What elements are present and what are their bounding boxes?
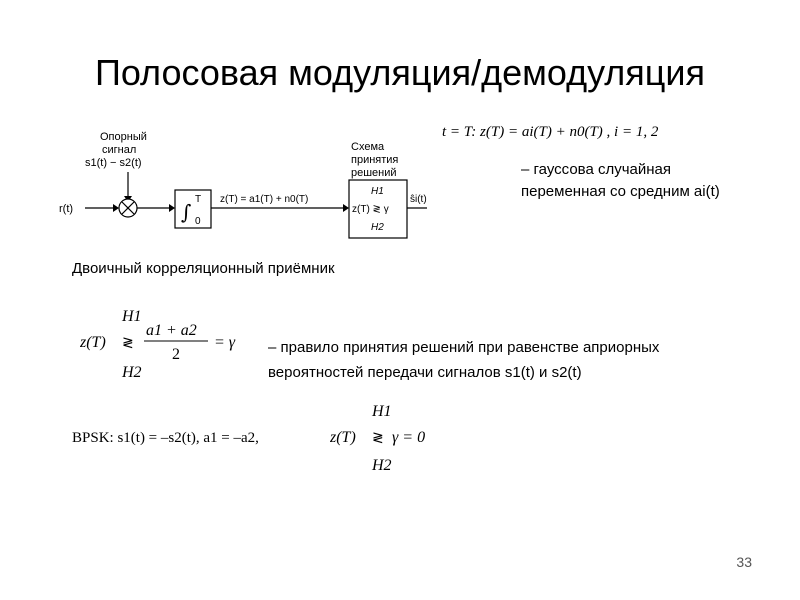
bpsk-h1: H1 xyxy=(372,403,392,420)
formula-top: t = T: z(T) = ai(T) + n0(T) , i = 1, 2 xyxy=(442,124,659,140)
integrator-block xyxy=(175,190,211,228)
rule-rhs: = γ xyxy=(214,334,236,351)
rule-denominator: 2 xyxy=(172,346,180,363)
bpsk-rule-rhs: γ = 0 xyxy=(392,429,426,446)
rule-h1: H1 xyxy=(122,308,142,325)
decision-title-3: решений xyxy=(351,167,397,179)
decision-title-1: Схема xyxy=(351,141,385,153)
integrator-output: z(T) = a1(T) + n0(T) xyxy=(220,194,309,205)
bpsk-decision-rule xyxy=(330,400,460,480)
rule-desc-2: вероятностей передачи сигналов s1(t) и s2(t) xyxy=(268,364,582,381)
ref-label-1: Опорный xyxy=(100,131,147,143)
decision-h1: H1 xyxy=(371,186,384,197)
decision-title-2: принятия xyxy=(351,154,399,166)
gauss-description xyxy=(521,159,720,203)
diagram-caption: Двоичный корреляционный приёмник xyxy=(72,260,335,277)
rule-lhs: z(T) xyxy=(80,334,106,351)
decision-block xyxy=(349,180,407,238)
decision-h2: H2 xyxy=(371,222,384,233)
decision-rule: z(T) ≷ γ xyxy=(352,204,389,215)
integrator-upper: T xyxy=(195,194,202,205)
output-signal: ŝi(t) xyxy=(410,194,427,205)
bpsk-rule-lhs: z(T) xyxy=(330,429,356,446)
integrator-lower: 0 xyxy=(195,216,201,227)
rule-desc-1: – правило принятия решений при равенстве априорных xyxy=(268,339,660,356)
multiplier xyxy=(119,199,137,217)
svg-text:≷: ≷ xyxy=(122,335,134,351)
svg-text:∫: ∫ xyxy=(181,200,192,224)
page-number: 33 xyxy=(736,554,752,570)
bpsk-text: BPSK: s1(t) = –s2(t), a1 = –a2, xyxy=(72,430,259,446)
rule-h2: H2 xyxy=(122,364,142,381)
bpsk-h2: H2 xyxy=(372,457,392,474)
rule-numerator: a1 + a2 xyxy=(146,322,197,339)
svg-text:≷: ≷ xyxy=(372,430,384,446)
decision-rule-formula xyxy=(80,305,260,390)
ref-label-2: сигнал xyxy=(102,144,137,156)
input-signal: r(t) xyxy=(59,203,74,215)
ref-signal: s1(t) − s2(t) xyxy=(85,157,142,169)
gauss-line-1: – гауссова случайная xyxy=(521,161,672,178)
rule-description xyxy=(268,335,659,385)
slide-title: Полосовая модуляция/демодуляция xyxy=(94,52,706,93)
correlation-receiver-diagram xyxy=(55,118,435,253)
gauss-line-2: переменная со средним ai(t) xyxy=(521,183,720,200)
